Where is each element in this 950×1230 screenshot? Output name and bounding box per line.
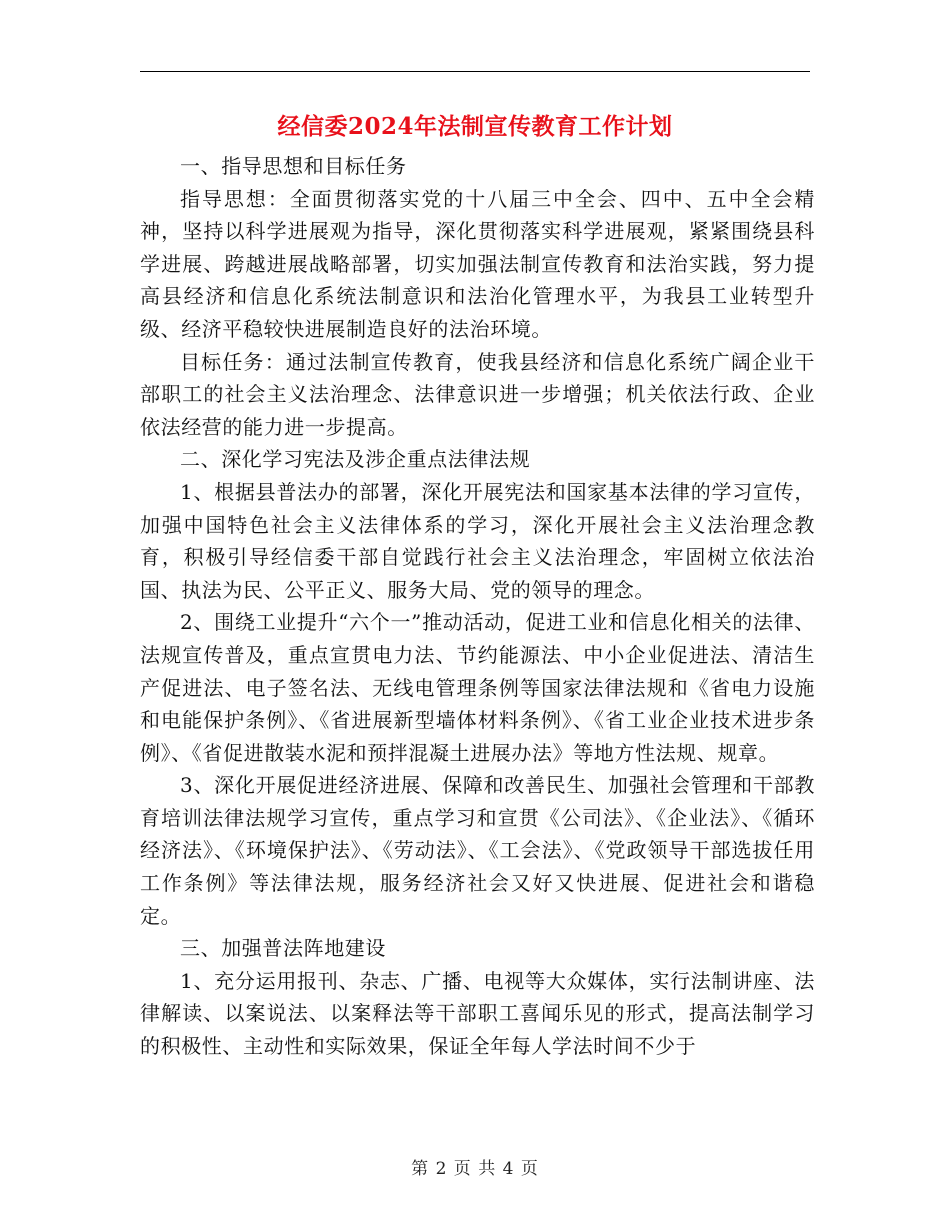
footer-page-number: 2 [435, 1159, 448, 1179]
page-footer [0, 1154, 950, 1179]
document-body [140, 150, 815, 1063]
paragraph-item-3-1: 1、充分运用报刊、杂志、广播、电视等大众媒体，实行法制讲座、法律解读、以案说法、以案释法等干部职工喜闻乐见的形式，提高法制学习的积极性、主动性和实际效果，保证全年每人学法时间不少于 [140, 968, 815, 1059]
section-heading-2: 二、深化学习宪法及涉企重点法律法规 [180, 447, 531, 472]
footer-middle: 页 共 [453, 1159, 497, 1179]
paragraph-item-2-3: 3、深化开展促进经济进展、保障和改善民生、加强社会管理和干部教育培训法律法规学习宣传，重点学习和宣贯《公司法》、《企业法》、《循环经济法》、《环境保护法》、《劳动法》、《工会法》、《党政领导干部选拔任用工作条例》等法律法规，服务经济社会又好又快进展、促进社会和谐稳定。 [140, 773, 815, 928]
header-rule [140, 71, 810, 72]
section-heading-1: 一、指导思想和目标任务 [180, 154, 407, 178]
section-heading-3: 三、加强普法阵地建设 [180, 936, 386, 961]
document-title: 经信委2024年法制宣传教育工作计划 [277, 113, 673, 140]
footer-total-pages: 4 [502, 1159, 515, 1179]
paragraph-guiding-ideology: 指导思想：全面贯彻落实党的十八届三中全会、四中、五中全会精神，坚持以科学进展观为指导，深化贯彻落实科学进展观，紧紧围绕县科学进展、跨越进展战略部署，切实加强法制宣传教育和法治实践，努力提高县经济和信息化系统法制意识和法治化管理水平，为我县工业转型升级、经济平稳较快进展制造良好的法治环境。 [140, 186, 815, 341]
paragraph-item-2-2: 2、围绕工业提升“六个一”推动活动，促进工业和信息化相关的法律、法规宣传普及，重点宣贯电力法、节约能源法、中小企业促进法、清洁生产促进法、电子签名法、无线电管理条例等国家法律法规和《省电力设施和电能保护条例》、《省进展新型墙体材料条例》、《省工业企业技术进步条例》、《省促进散装水泥和预拌混凝土进展办法》等地方性法规、规章。 [140, 610, 815, 765]
footer-suffix: 页 [520, 1159, 539, 1179]
paragraph-item-2-1: 1、根据县普法办的部署，深化开展宪法和国家基本法律的学习宣传，加强中国特色社会主义法律体系的学习，深化开展社会主义法治理念教育，积极引导经信委干部自觉践行社会主义法治理念，牢固树立依法治国、执法为民、公平正义、服务大局、党的领导的理念。 [140, 479, 815, 602]
paragraph-objectives: 目标任务：通过法制宣传教育，使我县经济和信息化系统广阔企业干部职工的社会主义法治理念、法律意识进一步增强；机关依法行政、企业依法经营的能力进一步提高。 [140, 349, 815, 439]
footer-prefix: 第 [411, 1159, 430, 1179]
